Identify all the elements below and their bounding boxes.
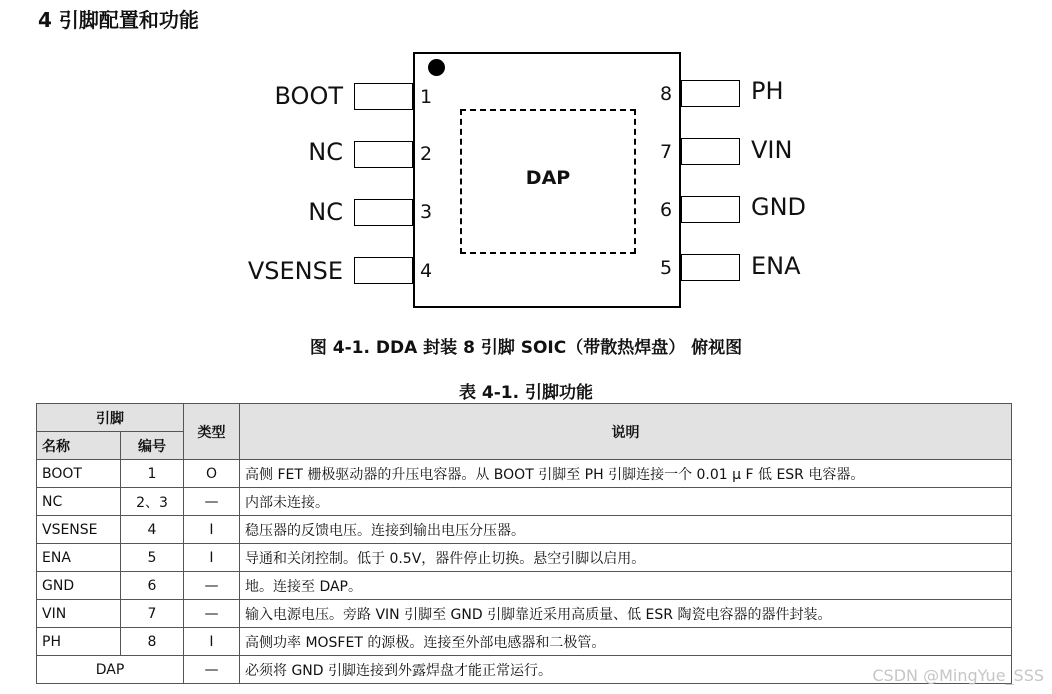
cell-number: 5 bbox=[121, 544, 184, 572]
cell-description: 地。连接至 DAP。 bbox=[240, 572, 1012, 600]
pin-number-8: 8 bbox=[660, 83, 673, 105]
figure-caption: 图 4-1. DDA 封装 8 引脚 SOIC（带散热焊盘） 俯视图 bbox=[309, 338, 743, 358]
cell-number: 4 bbox=[121, 516, 184, 544]
dap-label: DAP bbox=[525, 167, 571, 189]
cell-type: I bbox=[184, 544, 240, 572]
cell-number: 8 bbox=[121, 628, 184, 656]
pin-name-2: NC bbox=[308, 138, 343, 166]
cell-name: NC bbox=[37, 488, 121, 516]
pin-lead-5 bbox=[681, 254, 740, 281]
pin-lead-4 bbox=[354, 257, 413, 284]
pin-lead-2 bbox=[354, 141, 413, 168]
cell-type: — bbox=[184, 656, 240, 684]
cell-name: BOOT bbox=[37, 460, 121, 488]
pin-name-3: NC bbox=[308, 198, 343, 226]
cell-type: I bbox=[184, 628, 240, 656]
header-description: 说明 bbox=[240, 404, 1012, 460]
pin-number-7: 7 bbox=[660, 141, 673, 163]
header-type: 类型 bbox=[184, 404, 240, 460]
pin-lead-1 bbox=[354, 83, 413, 110]
cell-type: — bbox=[184, 572, 240, 600]
cell-number: 6 bbox=[121, 572, 184, 600]
cell-type: I bbox=[184, 516, 240, 544]
header-pin: 引脚 bbox=[37, 404, 184, 432]
cell-number: 7 bbox=[121, 600, 184, 628]
cell-description: 必须将 GND 引脚连接到外露焊盘才能正常运行。 bbox=[240, 656, 1012, 684]
pin-number-3: 3 bbox=[420, 201, 433, 223]
cell-type: O bbox=[184, 460, 240, 488]
header-number: 编号 bbox=[121, 432, 184, 460]
pin-name-5: ENA bbox=[751, 252, 801, 280]
pin-functions-table bbox=[36, 403, 1012, 684]
cell-type: — bbox=[184, 488, 240, 516]
cell-name: ENA bbox=[37, 544, 121, 572]
pin-name-1: BOOT bbox=[274, 82, 343, 110]
table-row bbox=[37, 572, 1012, 600]
pin-name-8: PH bbox=[751, 77, 784, 105]
table-row bbox=[37, 516, 1012, 544]
cell-name: DAP bbox=[37, 656, 184, 684]
table-row bbox=[37, 544, 1012, 572]
cell-number: 1 bbox=[121, 460, 184, 488]
section-title: 4 引脚配置和功能 bbox=[38, 8, 199, 32]
watermark: CSDN @MingYue_SSS bbox=[872, 666, 1044, 685]
table-caption: 表 4-1. 引脚功能 bbox=[458, 383, 593, 403]
pin-number-5: 5 bbox=[660, 257, 673, 279]
pin-lead-7 bbox=[681, 138, 740, 165]
cell-name: PH bbox=[37, 628, 121, 656]
pin-lead-6 bbox=[681, 196, 740, 223]
pin-number-4: 4 bbox=[420, 260, 433, 282]
cell-description: 输入电源电压。旁路 VIN 引脚至 GND 引脚靠近采用高质量、低 ESR 陶瓷电容器的器件封装。 bbox=[240, 600, 1012, 628]
pin-number-1: 1 bbox=[420, 86, 433, 108]
cell-description: 内部未连接。 bbox=[240, 488, 1012, 516]
cell-number: 2、3 bbox=[121, 488, 184, 516]
pin-lead-3 bbox=[354, 199, 413, 226]
cell-name: VSENSE bbox=[37, 516, 121, 544]
cell-name: VIN bbox=[37, 600, 121, 628]
pin-lead-8 bbox=[681, 80, 740, 107]
chip-package bbox=[413, 52, 681, 308]
table-row bbox=[37, 628, 1012, 656]
header-name: 名称 bbox=[37, 432, 121, 460]
table-row bbox=[37, 460, 1012, 488]
dap-pad bbox=[460, 109, 636, 254]
cell-description: 高侧功率 MOSFET 的源极。连接至外部电感器和二极管。 bbox=[240, 628, 1012, 656]
cell-description: 稳压器的反馈电压。连接到输出电压分压器。 bbox=[240, 516, 1012, 544]
pin-name-4: VSENSE bbox=[247, 257, 343, 285]
cell-description: 导通和关闭控制。低于 0.5V，器件停止切换。悬空引脚以启用。 bbox=[240, 544, 1012, 572]
pin-number-2: 2 bbox=[420, 143, 433, 165]
cell-type: — bbox=[184, 600, 240, 628]
pin-name-6: GND bbox=[751, 193, 807, 221]
table-row bbox=[37, 488, 1012, 516]
pin-name-7: VIN bbox=[751, 136, 793, 164]
table-row bbox=[37, 600, 1012, 628]
pin-number-6: 6 bbox=[660, 199, 673, 221]
pin1-marker bbox=[428, 59, 445, 76]
table-row-dap bbox=[37, 656, 1012, 684]
cell-name: GND bbox=[37, 572, 121, 600]
cell-description: 高侧 FET 栅极驱动器的升压电容器。从 BOOT 引脚至 PH 引脚连接一个 0.01 μ F 低 ESR 电容器。 bbox=[240, 460, 1012, 488]
